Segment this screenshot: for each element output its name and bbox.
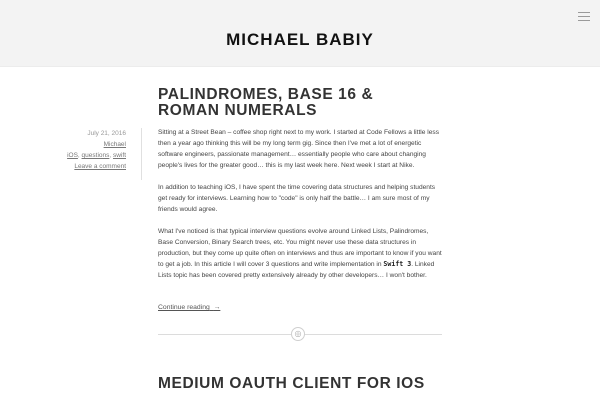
post-paragraph	[158, 226, 444, 281]
continue-reading-link[interactable]	[158, 304, 220, 311]
meta-divider	[141, 128, 142, 180]
site-title[interactable]: MICHAEL BABIY	[226, 30, 374, 49]
post-date: July 21, 2016	[87, 130, 126, 137]
site-header	[0, 0, 600, 67]
tag-separator: ,	[109, 152, 112, 159]
post-paragraph: Sitting at a Street Bean – coffee shop right next to my work. I started at Code Fellows a little less then a year ago thinking this will be my long term gig. Since then I've met a lot of energetic software engineers, passionate management… essentially people who care about changing people's lives for the greater good… this is my last week here. Next week I start at Nike.	[158, 129, 439, 169]
post-title	[158, 376, 458, 392]
paragraph-text: What I've noticed is that typical interview questions evolve around Linked Lists, Palindromes, Base Conversion, Binary Search trees, etc. You might never use these data structures in production, but they come up quite often on interviews and thus are important to know if you want to get a job. In this article I will cover 3 questions and write implementation in	[158, 228, 442, 268]
leave-comment-link[interactable]: Leave a comment	[74, 163, 126, 170]
paragraph-text: . Linked Lists topic has been covered pretty extensively already by other developers… I won't bother.	[158, 261, 435, 279]
post-content	[158, 127, 444, 292]
inline-code: Swift 3	[383, 260, 412, 268]
menu-icon[interactable]	[578, 12, 590, 22]
tag-questions[interactable]: questions	[81, 152, 110, 159]
post-paragraph: In addition to teaching iOS, I have spent the time covering data structures and helping students get ready for interviews. Learning how to "code" is only half the battle… I am sure most of my friends would agree.	[158, 184, 436, 213]
tag-separator: ,	[77, 152, 80, 159]
separator-icon: ◎	[291, 327, 305, 341]
post-title-link[interactable]: MEDIUM OAUTH CLIENT FOR IOS	[158, 375, 425, 392]
tag-swift[interactable]: swift	[113, 152, 126, 159]
post-author[interactable]: Michael	[103, 141, 126, 148]
arrow-right-icon: →	[213, 304, 221, 311]
post-title	[158, 87, 428, 119]
post-title-link[interactable]: PALINDROMES, BASE 16 & ROMAN NUMERALS	[158, 86, 374, 119]
post-tags	[40, 150, 126, 161]
tag-ios[interactable]: iOS	[67, 152, 78, 159]
continue-reading-label: Continue reading	[158, 304, 210, 311]
post-meta	[40, 128, 126, 172]
